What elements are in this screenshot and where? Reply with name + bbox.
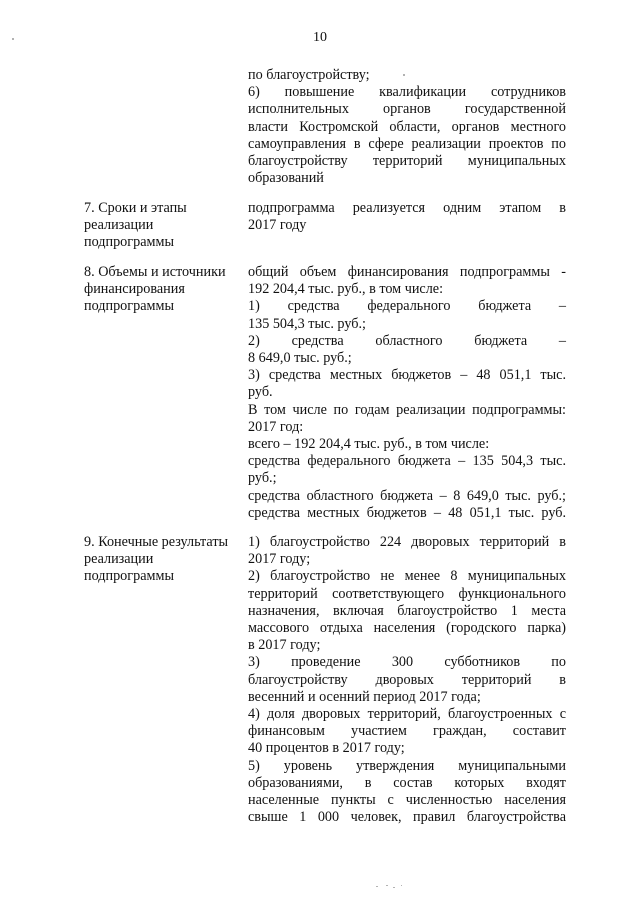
section-content-line: средства областного бюджета – 8 649,0 тыс. руб.; <box>248 487 566 504</box>
section-label-line: 9. Конечные результаты <box>84 534 229 550</box>
section-label-line: реализации <box>84 551 154 568</box>
continuation-line: исполнительных органов государственной <box>248 101 566 118</box>
section-label-line: подпрограммы <box>84 568 174 585</box>
section-content-line: массового отдыха населения (городского парка) <box>248 620 566 637</box>
section-content-line: весенний и осенний период 2017 года; <box>248 688 481 705</box>
continuation-line: образований <box>248 170 324 187</box>
section-content-line: 192 204,4 тыс. руб., в том числе: <box>248 281 444 298</box>
section-content-line: 8 649,0 тыс. руб.; <box>248 350 352 367</box>
section-8-content <box>248 264 566 522</box>
section-content-line: населенные пункты с численностью населения <box>248 792 566 809</box>
section-content-line: 1) средства федерального бюджета – <box>248 298 566 315</box>
section-label-line: реализации <box>84 217 154 234</box>
section-content-line: финансовым участием граждан, составит <box>248 723 566 740</box>
section-content-line: 40 процентов в 2017 году; <box>248 740 405 757</box>
scan-speck <box>401 885 402 886</box>
section-7-label <box>84 200 244 252</box>
section-content-line: 5) уровень утверждения муниципальными <box>248 757 566 774</box>
section-7-content <box>248 200 566 234</box>
section-content-line: средства федерального бюджета – 135 504,3 тыс. <box>248 453 566 470</box>
section-content-line: 2017 году; <box>248 551 311 568</box>
continuation-text <box>248 67 566 187</box>
section-content-line: 1) благоустройство 224 дворовых территорий в <box>248 534 566 550</box>
page-number: 10 <box>313 30 327 45</box>
section-content-line: руб. <box>248 384 273 401</box>
section-content-line: В том числе по годам реализации подпрограммы: <box>248 401 566 418</box>
section-content-line: образованиями, в состав которых входят <box>248 774 566 791</box>
section-label-line: подпрограммы <box>84 298 174 315</box>
continuation-line: благоустройству территорий муниципальных <box>248 153 566 170</box>
section-content-line: территорий соответствующего функционального <box>248 585 566 602</box>
section-content-line: 2017 году <box>248 217 307 234</box>
section-content-line: 3) проведение 300 субботников по <box>248 654 566 671</box>
section-content-line: 135 504,3 тыс. руб.; <box>248 315 366 332</box>
section-9-label <box>84 534 244 586</box>
scan-speck <box>386 885 388 886</box>
section-content-line: в 2017 году; <box>248 637 321 654</box>
section-content-line: благоустройству дворовых территорий в <box>248 671 566 688</box>
section-content-line: всего – 192 204,4 тыс. руб., в том числе: <box>248 436 490 453</box>
section-label-line: 7. Сроки и этапы <box>84 200 187 216</box>
continuation-line: власти Костромской области, органов местного <box>248 118 566 135</box>
scan-speck <box>393 887 395 888</box>
section-content-line: общий объем финансирования подпрограммы - <box>248 264 566 280</box>
section-content-line: 2) благоустройство не менее 8 муниципальных <box>248 568 566 585</box>
section-label-line: финансирования <box>84 281 185 298</box>
section-content-line: 2017 год: <box>248 418 304 435</box>
section-label-line: подпрограммы <box>84 234 174 251</box>
section-content-line: назначения, включая благоустройство 1 места <box>248 602 566 619</box>
section-content-line: средства местных бюджетов – 48 051,1 тыс. руб. <box>248 504 566 521</box>
continuation-line: самоуправления в сфере реализации проектов по <box>248 135 566 152</box>
section-content-line: 4) доля дворовых территорий, благоустроенных с <box>248 706 566 723</box>
section-content-line: 2) средства областного бюджета – <box>248 332 566 349</box>
scan-speck <box>403 74 405 76</box>
section-content-line: подпрограмма реализуется одним этапом в <box>248 200 566 216</box>
section-8-label <box>84 264 244 316</box>
section-label-line: 8. Объемы и источники <box>84 264 226 280</box>
continuation-line: 6) повышение квалификации сотрудников <box>248 84 566 101</box>
section-content-line: руб.; <box>248 470 277 487</box>
continuation-line: по благоустройству; <box>248 67 370 83</box>
scan-speck <box>376 886 378 887</box>
section-content-line: 3) средства местных бюджетов – 48 051,1 тыс. <box>248 367 566 384</box>
section-9-content <box>248 534 566 826</box>
section-content-line: свыше 1 000 человек, правил благоустройства <box>248 809 566 826</box>
scan-speck <box>12 38 14 40</box>
